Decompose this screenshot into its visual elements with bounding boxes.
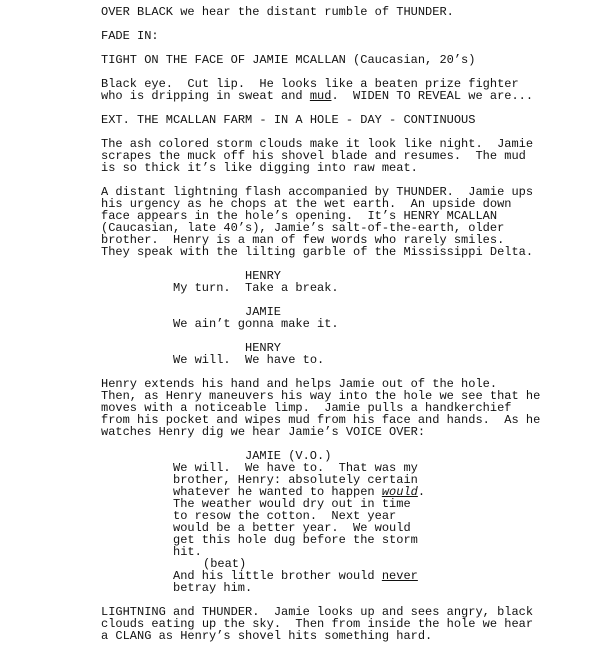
action-line: (Caucasian, late 40’s), Jamie’s salt-of-the-earth, older xyxy=(101,221,505,235)
action-line: A distant lightning flash accompanied by THUNDER. Jamie ups xyxy=(101,185,534,199)
action-line: The ash colored storm clouds make it look like night. Jamie xyxy=(101,137,534,151)
action-line: Black eye. Cut lip. He looks like a beaten prize fighter xyxy=(101,77,519,91)
action-line: clouds eating up the sky. Then from inside the hole we hear xyxy=(101,617,534,631)
action-line: OVER BLACK we hear the distant rumble of THUNDER. xyxy=(101,5,454,19)
character-name: JAMIE xyxy=(245,305,282,319)
dialogue-line: The weather would dry out in time xyxy=(173,497,411,511)
action-line xyxy=(101,90,533,102)
emphasized-word: would xyxy=(381,485,418,499)
action-line: Henry extends his hand and helps Jamie out of the hole. xyxy=(101,377,498,391)
dialogue-line: We will. We have to. xyxy=(173,353,325,367)
dialogue-line: We ain’t gonna make it. xyxy=(173,317,339,331)
action-line: is so thick it’s like digging into raw meat. xyxy=(101,161,418,175)
character-name: HENRY xyxy=(245,341,282,355)
dialogue-line: hit. xyxy=(173,545,202,559)
action-text: who is dripping in sweat and xyxy=(101,89,310,103)
parenthetical: (beat) xyxy=(203,557,247,571)
dialogue-line: brother, Henry: absolutely certain xyxy=(173,473,418,487)
action-line: a CLANG as Henry’s shovel hits something hard. xyxy=(101,629,433,643)
dialogue-text: whatever he wanted to happen xyxy=(173,485,382,499)
shot-heading: TIGHT ON THE FACE OF JAMIE MCALLAN (Caucasian, 20’s) xyxy=(101,53,476,67)
underlined-word: mud xyxy=(309,89,332,103)
action-text: . WIDEN TO REVEAL we are... xyxy=(331,89,534,103)
character-name: HENRY xyxy=(245,269,282,283)
action-line: scrapes the muck off his shovel blade and resumes. The mud xyxy=(101,149,526,163)
character-name: JAMIE (V.O.) xyxy=(245,449,332,463)
dialogue-text: . xyxy=(417,485,426,499)
action-line: watches Henry dig we hear Jamie’s VOICE OVER: xyxy=(101,425,426,439)
transition: FADE IN: xyxy=(101,29,159,43)
action-line: Then, as Henry maneuvers his way into the hole we see that he xyxy=(101,389,541,403)
scene-heading: EXT. THE MCALLAN FARM - IN A HOLE - DAY - CONTINUOUS xyxy=(101,113,476,127)
dialogue-line: My turn. Take a break. xyxy=(173,281,339,295)
dialogue-text: And his little brother would xyxy=(173,569,382,583)
action-line: from his pocket and wipes mud from his face and hands. As he xyxy=(101,413,541,427)
action-line: brother. Henry is a man of few words who rarely smiles. xyxy=(101,233,505,247)
dialogue-line: to resow the cotton. Next year xyxy=(173,509,397,523)
action-line: moves with a noticeable limp. Jamie pulls a handkerchief xyxy=(101,401,512,415)
action-line: LIGHTNING and THUNDER. Jamie looks up and sees angry, black xyxy=(101,605,534,619)
action-line: face appears in the hole’s opening. It’s HENRY MCALLAN xyxy=(101,209,498,223)
dialogue-line: would be a better year. We would xyxy=(173,521,411,535)
dialogue-line: betray him. xyxy=(173,581,253,595)
action-line: his urgency as he chops at the wet earth. An upside down xyxy=(101,197,512,211)
underlined-word: never xyxy=(381,569,418,583)
action-line: They speak with the lilting garble of the Mississippi Delta. xyxy=(101,245,534,259)
dialogue-line: We will. We have to. That was my xyxy=(173,461,418,475)
dialogue-line: get this hole dug before the storm xyxy=(173,533,418,547)
